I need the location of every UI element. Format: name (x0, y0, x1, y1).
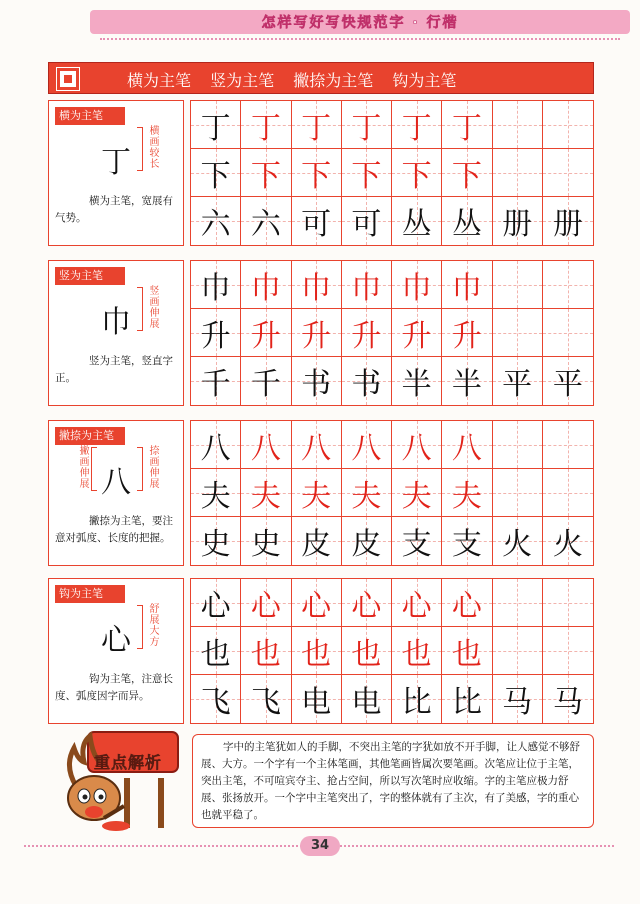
practice-character: 支 (401, 527, 432, 562)
model-cell (442, 675, 492, 723)
annotation-bracket (137, 287, 143, 331)
stroke-annotation: 舒展大方 (147, 603, 158, 647)
trace-cell (241, 421, 291, 468)
example-character: 巾 (101, 305, 131, 340)
section-tab: 撇捺为主笔 (55, 427, 125, 445)
trace-cell (442, 421, 492, 468)
trace-cell (392, 421, 442, 468)
practice-character: 丛 (401, 207, 432, 242)
model-cell (191, 675, 241, 723)
trace-cell (442, 101, 492, 148)
trace-cell (342, 149, 392, 196)
practice-grid (190, 578, 594, 724)
trace-cell (442, 579, 492, 626)
trace-cell (241, 469, 291, 516)
annotation-bracket (137, 447, 143, 491)
practice-character: 可 (301, 207, 332, 242)
practice-character: 飞 (250, 685, 281, 720)
practice-section (48, 420, 594, 566)
practice-section (48, 578, 594, 724)
practice-character: 飞 (200, 685, 231, 720)
practice-character: 平 (552, 367, 583, 402)
trace-cell (392, 309, 442, 356)
model-cell (392, 197, 442, 245)
trace-cell (292, 261, 342, 308)
practice-grid (190, 260, 594, 406)
model-cell (493, 357, 543, 405)
practice-row (191, 579, 593, 627)
practice-row (191, 261, 593, 309)
practice-character: 册 (552, 207, 583, 242)
model-cell (543, 675, 593, 723)
model-cell (342, 357, 392, 405)
blank-cell (493, 579, 543, 626)
practice-character: 丁 (250, 110, 281, 146)
practice-row (191, 309, 593, 357)
practice-grid (190, 100, 594, 246)
practice-character: 心 (451, 588, 482, 624)
trace-cell (392, 579, 442, 626)
blank-cell (543, 421, 593, 468)
model-cell (442, 517, 492, 565)
practice-character: 马 (502, 685, 533, 720)
practice-character: 也 (451, 636, 482, 672)
model-cell (241, 357, 291, 405)
practice-character: 皮 (351, 527, 382, 562)
practice-character: 史 (200, 527, 231, 562)
practice-character: 八 (401, 430, 432, 466)
model-cell (191, 469, 241, 516)
series-banner-text: 怎样写好写快规范字 · 行楷 (261, 15, 459, 31)
practice-character: 丁 (401, 110, 432, 146)
model-cell (442, 197, 492, 245)
blank-cell (543, 261, 593, 308)
model-cell (241, 517, 291, 565)
trace-cell (342, 627, 392, 674)
practice-character: 也 (401, 636, 432, 672)
blank-cell (543, 309, 593, 356)
blank-cell (493, 149, 543, 196)
trace-cell (241, 261, 291, 308)
blank-cell (493, 309, 543, 356)
practice-character: 六 (250, 207, 281, 242)
model-cell (292, 517, 342, 565)
annotation-bracket (91, 447, 97, 491)
trace-cell (241, 149, 291, 196)
blank-cell (493, 627, 543, 674)
practice-character: 下 (351, 158, 382, 194)
model-cell (543, 517, 593, 565)
model-cell (342, 675, 392, 723)
practice-row (191, 675, 593, 723)
model-cell (191, 149, 241, 196)
practice-character: 下 (250, 158, 281, 194)
model-cell (292, 357, 342, 405)
stroke-annotation: 竖画伸展 (147, 285, 158, 329)
model-cell (493, 197, 543, 245)
blank-cell (543, 627, 593, 674)
practice-character: 升 (401, 318, 432, 354)
practice-character: 夫 (351, 478, 382, 514)
practice-character: 夫 (451, 478, 482, 514)
model-cell (442, 357, 492, 405)
trace-cell (342, 101, 392, 148)
explanation-panel (48, 260, 184, 406)
trace-cell (241, 627, 291, 674)
example-character: 心 (101, 623, 131, 658)
practice-section (48, 100, 594, 246)
practice-character: 八 (451, 430, 482, 466)
practice-character: 巾 (451, 270, 482, 306)
stroke-annotation: 横画较长 (147, 125, 158, 169)
trace-cell (392, 101, 442, 148)
practice-section (48, 260, 594, 406)
practice-character: 火 (502, 527, 533, 562)
title-item: 钩为主笔 (392, 71, 457, 90)
practice-row (191, 149, 593, 197)
section-tab: 竖为主笔 (55, 267, 125, 285)
model-cell (191, 421, 241, 468)
practice-character: 电 (351, 685, 382, 720)
explanation-panel (48, 100, 184, 246)
trace-cell (342, 261, 392, 308)
trace-cell (342, 579, 392, 626)
trace-cell (442, 627, 492, 674)
rule-description: 钩为主笔，注意长度、弧度因字而异。 (55, 673, 173, 702)
practice-character: 升 (451, 318, 482, 354)
practice-character: 八 (250, 430, 281, 466)
model-cell (292, 197, 342, 245)
practice-character: 皮 (301, 527, 332, 562)
practice-character: 下 (301, 158, 332, 194)
trace-cell (392, 149, 442, 196)
practice-row (191, 627, 593, 675)
annotation-bracket (137, 605, 143, 649)
practice-character: 丁 (200, 110, 231, 146)
model-cell (191, 197, 241, 245)
blank-cell (493, 469, 543, 516)
practice-character: 八 (351, 430, 382, 466)
series-banner (90, 10, 630, 34)
practice-character: 升 (351, 318, 382, 354)
blank-cell (493, 261, 543, 308)
practice-character: 也 (250, 636, 281, 672)
practice-character: 比 (451, 685, 482, 720)
practice-character: 巾 (200, 270, 231, 306)
practice-row (191, 469, 593, 517)
practice-character: 丛 (451, 207, 482, 242)
trace-cell (241, 309, 291, 356)
model-cell (292, 675, 342, 723)
model-cell (543, 197, 593, 245)
trace-cell (292, 101, 342, 148)
trace-cell (442, 261, 492, 308)
stroke-annotation: 捺画伸展 (147, 445, 158, 489)
model-cell (191, 579, 241, 626)
practice-row (191, 357, 593, 405)
blank-cell (543, 149, 593, 196)
practice-character: 心 (401, 588, 432, 624)
practice-character: 升 (301, 318, 332, 354)
practice-character: 夫 (200, 478, 231, 514)
model-cell (342, 197, 392, 245)
practice-character: 支 (451, 527, 482, 562)
explanation-panel (48, 578, 184, 724)
practice-character: 夫 (301, 478, 332, 514)
trace-cell (392, 469, 442, 516)
practice-character: 丁 (351, 110, 382, 146)
rule-description: 撇捺为主笔，要注意对弧度、长度的把握。 (55, 515, 173, 544)
example-character: 丁 (101, 145, 131, 180)
stroke-annotation: 撇画伸展 (77, 445, 88, 489)
practice-character: 六 (200, 207, 231, 242)
practice-character: 平 (502, 367, 533, 402)
blank-cell (543, 579, 593, 626)
practice-character: 也 (351, 636, 382, 672)
practice-character: 心 (200, 588, 231, 624)
practice-character: 马 (552, 685, 583, 720)
practice-character: 心 (301, 588, 332, 624)
model-cell (191, 309, 241, 356)
practice-character: 心 (250, 588, 281, 624)
model-cell (392, 357, 442, 405)
practice-character: 书 (301, 367, 332, 402)
trace-cell (392, 627, 442, 674)
example-character: 八 (101, 465, 131, 500)
model-cell (493, 675, 543, 723)
blank-cell (493, 101, 543, 148)
model-cell (191, 101, 241, 148)
model-cell (191, 627, 241, 674)
practice-character: 电 (301, 685, 332, 720)
model-cell (241, 675, 291, 723)
title-item: 竖为主笔 (210, 71, 275, 90)
title-item: 撇捺为主笔 (293, 71, 374, 90)
explanation-panel (48, 420, 184, 566)
practice-character: 升 (250, 318, 281, 354)
practice-character: 巾 (351, 270, 382, 306)
trace-cell (292, 149, 342, 196)
practice-character: 丁 (451, 110, 482, 146)
model-cell (191, 517, 241, 565)
trace-cell (292, 579, 342, 626)
practice-character: 下 (451, 158, 482, 194)
practice-character: 也 (301, 636, 332, 672)
practice-character: 八 (200, 430, 231, 466)
trace-cell (342, 309, 392, 356)
key-point-label: 重点解析 (94, 753, 163, 772)
practice-character: 八 (301, 430, 332, 466)
model-cell (342, 517, 392, 565)
model-cell (493, 517, 543, 565)
practice-character: 书 (351, 367, 382, 402)
practice-character: 夫 (401, 478, 432, 514)
practice-character: 下 (200, 158, 231, 194)
lesson-title-bar (48, 62, 594, 94)
practice-character: 巾 (401, 270, 432, 306)
blank-cell (543, 101, 593, 148)
trace-cell (442, 309, 492, 356)
practice-character: 比 (401, 685, 432, 720)
trace-cell (241, 101, 291, 148)
practice-character: 也 (200, 636, 231, 672)
section-tab: 钩为主笔 (55, 585, 125, 603)
blank-cell (543, 469, 593, 516)
practice-character: 可 (351, 207, 382, 242)
practice-character: 心 (351, 588, 382, 624)
trace-cell (292, 421, 342, 468)
practice-character: 夫 (250, 478, 281, 514)
practice-character: 史 (250, 527, 281, 562)
trace-cell (292, 469, 342, 516)
annotation-bracket (137, 127, 143, 171)
practice-character: 半 (451, 367, 482, 402)
page-number: 34 (300, 836, 340, 856)
model-cell (392, 675, 442, 723)
practice-grid (190, 420, 594, 566)
practice-character: 半 (401, 367, 432, 402)
practice-character: 千 (250, 367, 281, 402)
practice-row (191, 517, 593, 565)
practice-character: 丁 (301, 110, 332, 146)
trace-cell (241, 579, 291, 626)
banner-divider (100, 38, 620, 48)
key-point-text: 字中的主笔犹如人的手脚，不突出主笔的字犹如放不开手脚，让人感觉不够舒展、大方。一个字有一个主体笔画，其他笔画皆属次要笔画。次笔应让位于主笔，突出主笔，不可喧宾夺主、抢占空间，所以写次笔时应收缩。字的主笔应极力舒展、张扬放开。一个字中主笔突出了，字的整体就有了主次，有了美感，字的重心也就平稳了。 (192, 734, 594, 828)
lesson-title (127, 68, 456, 91)
trace-cell (442, 149, 492, 196)
trace-cell (292, 309, 342, 356)
model-cell (543, 357, 593, 405)
square-bullet-icon (57, 68, 79, 90)
model-cell (191, 357, 241, 405)
title-item: 横为主笔 (127, 71, 192, 90)
practice-row (191, 197, 593, 245)
practice-character: 升 (200, 318, 231, 354)
model-cell (191, 261, 241, 308)
practice-character: 千 (200, 367, 231, 402)
blank-cell (493, 421, 543, 468)
trace-cell (342, 469, 392, 516)
reindeer-mascot (54, 726, 184, 832)
practice-character: 下 (401, 158, 432, 194)
practice-character: 册 (502, 207, 533, 242)
practice-character: 巾 (301, 270, 332, 306)
model-cell (392, 517, 442, 565)
section-tab: 横为主笔 (55, 107, 125, 125)
trace-cell (392, 261, 442, 308)
practice-row (191, 421, 593, 469)
practice-row (191, 101, 593, 149)
trace-cell (342, 421, 392, 468)
trace-cell (442, 469, 492, 516)
practice-character: 火 (552, 527, 583, 562)
practice-character: 巾 (250, 270, 281, 306)
model-cell (241, 197, 291, 245)
rule-description: 横为主笔，宽展有气势。 (55, 195, 173, 224)
rule-description: 竖为主笔，竖直字正。 (55, 355, 173, 384)
trace-cell (292, 627, 342, 674)
